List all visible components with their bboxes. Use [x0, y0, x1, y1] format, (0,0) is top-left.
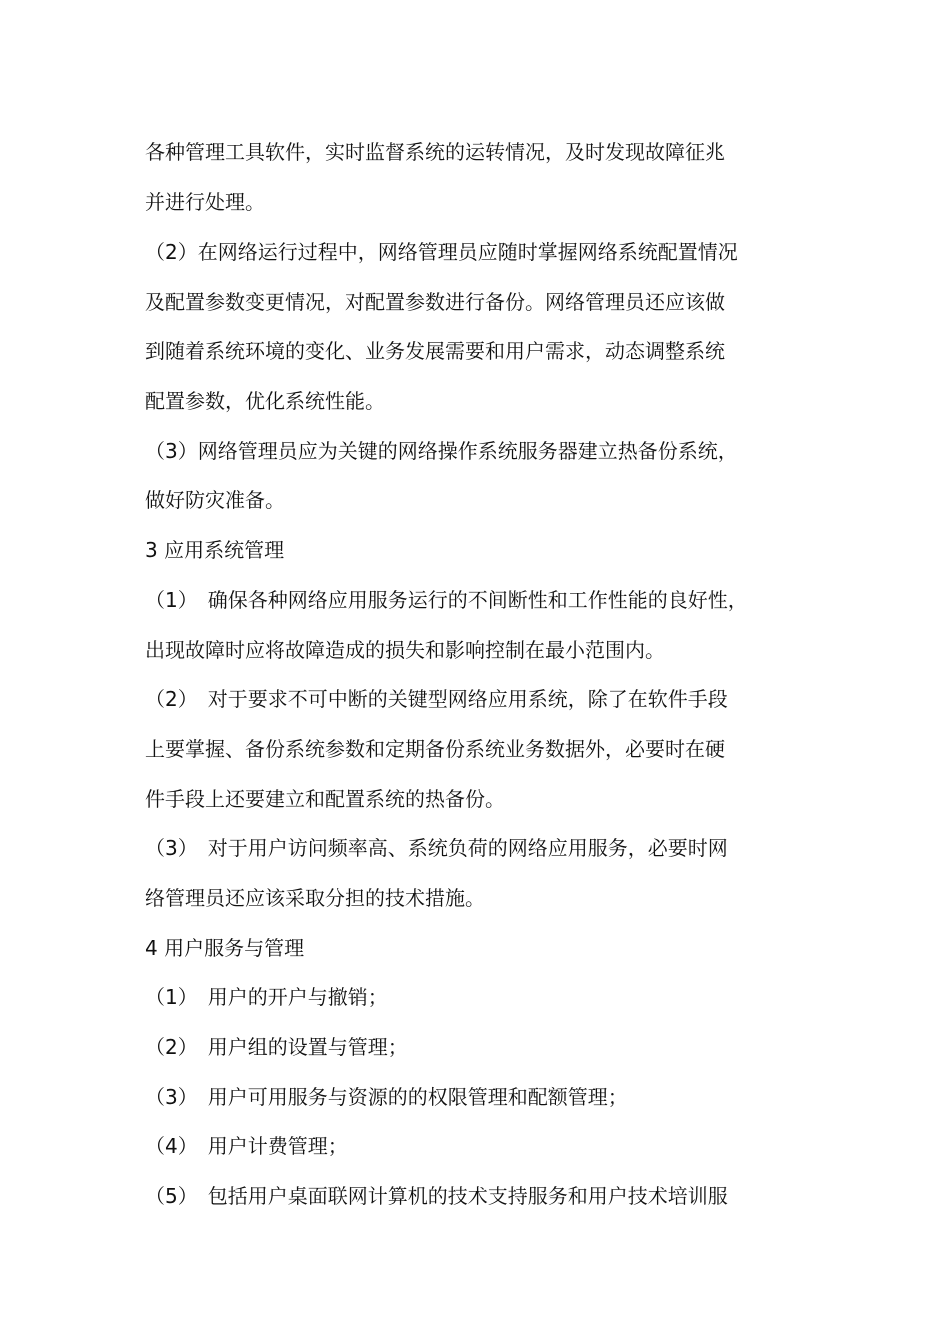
list-item: （4） 用户计费管理；	[145, 1134, 348, 1158]
text-line: （1） 确保各种网络应用服务运行的不间断性和工作性能的良好性，	[145, 588, 748, 612]
text-line: 络管理员还应该采取分担的技术措施。	[145, 886, 485, 910]
text-line: （3）网络管理员应为关键的网络操作系统服务器建立热备份系统，	[145, 439, 738, 463]
text-line: 件手段上还要建立和配置系统的热备份。	[145, 787, 505, 811]
list-item: （2） 用户组的设置与管理；	[145, 1035, 408, 1059]
text-line: 出现故障时应将故障造成的损失和影响控制在最小范围内。	[145, 638, 665, 662]
list-item: （3） 用户可用服务与资源的的权限管理和配额管理；	[145, 1085, 628, 1109]
text-line: （3） 对于用户访问频率高、系统负荷的网络应用服务，必要时网	[145, 836, 728, 860]
list-item: （1） 用户的开户与撤销；	[145, 985, 388, 1009]
text-line: 上要掌握、备份系统参数和定期备份系统业务数据外，必要时在硬	[145, 737, 725, 761]
text-line: 到随着系统环境的变化、业务发展需要和用户需求，动态调整系统	[145, 339, 725, 363]
text-line: （2）在网络运行过程中，网络管理员应随时掌握网络系统配置情况	[145, 240, 738, 264]
text-line: 各种管理工具软件，实时监督系统的运转情况，及时发现故障征兆	[145, 140, 725, 164]
section-heading: 4 用户服务与管理	[145, 936, 305, 960]
text-line: 及配置参数变更情况，对配置参数进行备份。网络管理员还应该做	[145, 290, 725, 314]
text-line: （2） 对于要求不可中断的关键型网络应用系统，除了在软件手段	[145, 687, 728, 711]
section-heading: 3 应用系统管理	[145, 538, 285, 562]
text-line: 并进行处理。	[145, 190, 265, 214]
list-item: （5） 包括用户桌面联网计算机的技术支持服务和用户技术培训服	[145, 1184, 728, 1208]
text-line: 配置参数，优化系统性能。	[145, 389, 385, 413]
text-line: 做好防灾准备。	[145, 488, 285, 512]
